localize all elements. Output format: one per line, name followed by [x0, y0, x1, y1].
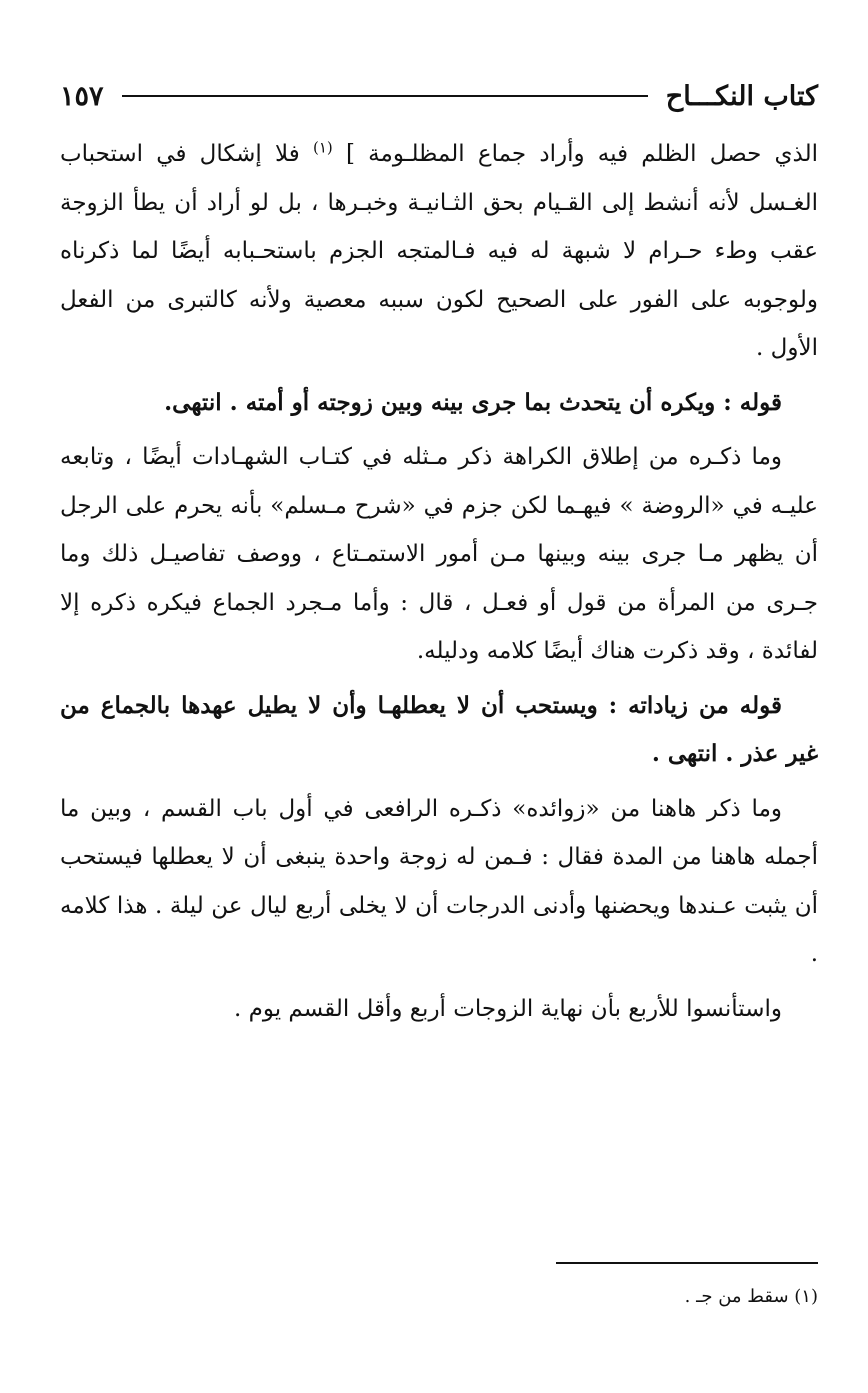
paragraph-2: وما ذكـره من إطلاق الكراهة ذكر مـثله في كتـاب الشهـادات أيضًا ، وتابعه عليـه في «الروضة » فيهـما لكن جزم في «شرح مـسلم» بأنه يحرم على الرجل أن يظهر مـا جرى بينه وبينها مـن أمور الاستمـتاع ، ووصف تفاصيـل ذلك وما جـرى من المرأة من قول أو فعـل ، قال : وأما مـجرد الجماع فيكره ذكره إلا لفائدة ، وقد ذكرت هناك أيضًا كلامه ودليله. — [60, 444, 818, 664]
body-text — [60, 130, 818, 1033]
footnote-area — [58, 1262, 818, 1307]
page-content — [60, 70, 818, 1033]
paragraph-1-continuation: فلا إشكال في استحباب الغـسل لأنه أنشط إلى القـيام بحق الثـانيـة وخبـرها ، بل لو أراد أن يطأ الزوجة عقب وطء حـرام لا شبهة له فيه فـالمتجه الجزم باستحـبابه أيضًا لما ذكرناه ولوجوبه على الفور على الصحيح لكون سببه معصية ولأنه كالتبرى من الفعل الأول . — [60, 141, 818, 361]
footnote-reference: (١) — [312, 138, 333, 157]
footnote-rule — [556, 1262, 818, 1264]
header-rule — [122, 95, 648, 97]
quoted-statement-1: قوله : ويكره أن يتحدث بما جرى بينه وبين زوجته أو أمته . انتهى. — [164, 388, 782, 416]
page-number: ١٥٧ — [60, 80, 104, 112]
book-title: كتاب النكـــاح — [665, 80, 818, 112]
footnote-text: (١) سقط من جـ . — [684, 1286, 818, 1307]
quoted-statement-2: قوله من زياداته : ويستحب أن لا يعطلهـا وأن لا يطيل عهدها بالجماع من غير عذر . انتهى . — [60, 691, 818, 767]
running-header — [60, 70, 818, 122]
paragraph-1 — [60, 130, 818, 373]
paragraph-4: واستأنسوا للأربع بأن نهاية الزوجات أربع وأقل القسم يوم . — [233, 995, 782, 1022]
paragraph-1-start: الذي حصل الظلم فيه وأراد جماع المظلـومة ] — [345, 141, 819, 167]
paragraph-3: وما ذكر هاهنا من «زوائده» ذكـره الرافعى في أول باب القسم ، وبين ما أجمله هاهنا من المدة فقال : فـمن له زوجة واحدة ينبغى أن لا يعطلها فيستحب أن يثبت عـندها ويحضنها وأدنى الدرجات أن لا يخلى أربع ليال عن ليلة . هذا كلامه . — [60, 795, 818, 967]
